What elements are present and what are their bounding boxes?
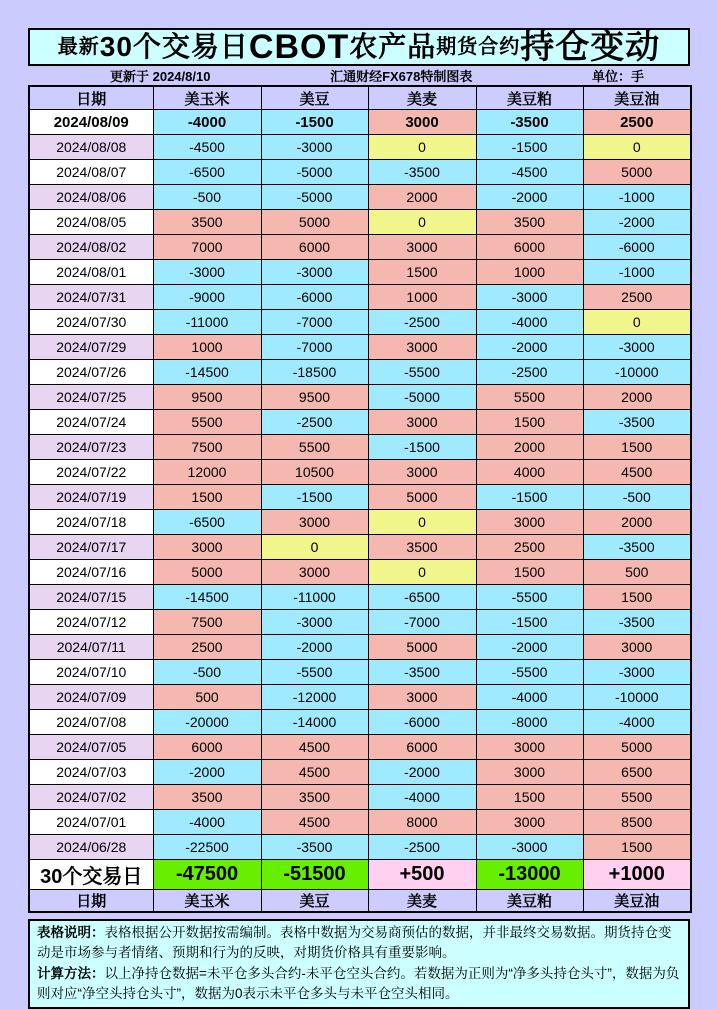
value-cell: 0 <box>368 135 476 160</box>
value-cell: 3000 <box>368 410 476 435</box>
description-label: 表格说明： <box>37 925 105 940</box>
column-header: 美玉米 <box>153 86 261 110</box>
table-row <box>29 160 691 185</box>
table-row <box>29 435 691 460</box>
table-description <box>37 923 681 964</box>
value-cell: 12000 <box>153 460 261 485</box>
table-row <box>29 460 691 485</box>
value-cell: -11000 <box>261 585 368 610</box>
date-cell: 2024/07/11 <box>29 635 153 660</box>
value-cell: 1500 <box>583 435 691 460</box>
title-part: 最新 <box>57 36 100 58</box>
table-row <box>29 285 691 310</box>
calc-method <box>37 964 681 1005</box>
value-cell: -3500 <box>583 535 691 560</box>
value-cell: -3000 <box>261 610 368 635</box>
summary-label: 30个交易日 <box>29 860 153 890</box>
value-cell: 0 <box>368 510 476 535</box>
table-row <box>29 735 691 760</box>
table-row <box>29 335 691 360</box>
value-cell: 4500 <box>261 810 368 835</box>
value-cell: -2500 <box>261 410 368 435</box>
footer-column-header: 美豆 <box>261 890 368 913</box>
value-cell: 3000 <box>368 110 476 135</box>
value-cell: -4000 <box>476 685 583 710</box>
date-cell: 2024/08/07 <box>29 160 153 185</box>
value-cell: -1500 <box>261 110 368 135</box>
summary-row <box>29 860 691 890</box>
value-cell: 1500 <box>476 785 583 810</box>
date-cell: 2024/07/19 <box>29 485 153 510</box>
value-cell: 1500 <box>583 585 691 610</box>
value-cell: 5000 <box>368 635 476 660</box>
value-cell: -2000 <box>583 210 691 235</box>
value-cell: 3000 <box>261 510 368 535</box>
date-cell: 2024/07/17 <box>29 535 153 560</box>
table-row <box>29 760 691 785</box>
value-cell: -2000 <box>368 760 476 785</box>
date-cell: 2024/07/29 <box>29 335 153 360</box>
value-cell: -3500 <box>368 660 476 685</box>
value-cell: -22500 <box>153 835 261 860</box>
value-cell: 3000 <box>368 685 476 710</box>
value-cell: 1000 <box>368 285 476 310</box>
value-cell: -5000 <box>368 385 476 410</box>
value-cell: 2500 <box>583 110 691 135</box>
value-cell: 1000 <box>153 335 261 360</box>
summary-value: +1000 <box>583 860 691 890</box>
column-header: 美豆 <box>261 86 368 110</box>
value-cell: 6500 <box>583 760 691 785</box>
value-cell: 3000 <box>368 335 476 360</box>
date-cell: 2024/07/30 <box>29 310 153 335</box>
value-cell: 500 <box>153 685 261 710</box>
value-cell: 3500 <box>153 210 261 235</box>
date-cell: 2024/07/23 <box>29 435 153 460</box>
value-cell: -5500 <box>476 585 583 610</box>
table-row <box>29 610 691 635</box>
table-row <box>29 410 691 435</box>
date-cell: 2024/07/09 <box>29 685 153 710</box>
date-cell: 2024/07/03 <box>29 760 153 785</box>
value-cell: 6000 <box>153 735 261 760</box>
value-cell: 1000 <box>476 260 583 285</box>
date-cell: 2024/07/16 <box>29 560 153 585</box>
value-cell: 5500 <box>153 410 261 435</box>
value-cell: 5000 <box>583 160 691 185</box>
date-cell: 2024/07/02 <box>29 785 153 810</box>
value-cell: -8000 <box>476 710 583 735</box>
value-cell: -1500 <box>476 610 583 635</box>
table-row <box>29 560 691 585</box>
date-cell: 2024/08/08 <box>29 135 153 160</box>
value-cell: -4500 <box>476 160 583 185</box>
value-cell: -10000 <box>583 685 691 710</box>
date-cell: 2024/07/08 <box>29 710 153 735</box>
value-cell: -2000 <box>153 760 261 785</box>
value-cell: 3000 <box>476 760 583 785</box>
value-cell: 3000 <box>261 560 368 585</box>
value-cell: 0 <box>261 535 368 560</box>
footer-column-header: 日期 <box>29 890 153 913</box>
date-cell: 2024/08/05 <box>29 210 153 235</box>
value-cell: -3000 <box>583 660 691 685</box>
value-cell: 4500 <box>261 735 368 760</box>
value-cell: 3500 <box>153 785 261 810</box>
value-cell: -500 <box>153 185 261 210</box>
value-cell: 1500 <box>583 835 691 860</box>
value-cell: 3500 <box>368 535 476 560</box>
table-row <box>29 635 691 660</box>
value-cell: -4000 <box>583 710 691 735</box>
notes-box <box>28 919 690 1009</box>
value-cell: -6500 <box>368 585 476 610</box>
value-cell: 6000 <box>368 735 476 760</box>
value-cell: -3000 <box>261 135 368 160</box>
footer-column-header: 美玉米 <box>153 890 261 913</box>
summary-value: -47500 <box>153 860 261 890</box>
table-row <box>29 310 691 335</box>
value-cell: 3000 <box>153 535 261 560</box>
table-row <box>29 385 691 410</box>
page-title <box>28 28 690 66</box>
value-cell: -3000 <box>583 335 691 360</box>
value-cell: -2500 <box>476 360 583 385</box>
value-cell: 8500 <box>583 810 691 835</box>
value-cell: -7000 <box>261 310 368 335</box>
date-cell: 2024/07/12 <box>29 610 153 635</box>
value-cell: -2000 <box>261 635 368 660</box>
value-cell: -3000 <box>153 260 261 285</box>
table-row <box>29 685 691 710</box>
value-cell: -4000 <box>368 785 476 810</box>
date-cell: 2024/07/15 <box>29 585 153 610</box>
value-cell: -6500 <box>153 160 261 185</box>
value-cell: -18500 <box>261 360 368 385</box>
value-cell: -20000 <box>153 710 261 735</box>
value-cell: 1500 <box>476 410 583 435</box>
value-cell: 1500 <box>153 485 261 510</box>
column-header: 美豆粕 <box>476 86 583 110</box>
date-cell: 2024/06/28 <box>29 835 153 860</box>
unit-label: 单位：手 <box>591 69 644 84</box>
value-cell: -5500 <box>261 660 368 685</box>
value-cell: 2500 <box>583 285 691 310</box>
value-cell: 4500 <box>261 760 368 785</box>
value-cell: -500 <box>583 485 691 510</box>
date-cell: 2024/07/18 <box>29 510 153 535</box>
date-cell: 2024/07/05 <box>29 735 153 760</box>
value-cell: -3500 <box>261 835 368 860</box>
value-cell: 5000 <box>368 485 476 510</box>
title-part: 30个交易日 <box>99 31 249 62</box>
table-row <box>29 585 691 610</box>
value-cell: -2500 <box>368 835 476 860</box>
value-cell: 3000 <box>476 735 583 760</box>
value-cell: -3000 <box>476 835 583 860</box>
value-cell: -1500 <box>261 485 368 510</box>
value-cell: 10500 <box>261 460 368 485</box>
value-cell: -5500 <box>368 360 476 385</box>
value-cell: 7000 <box>153 235 261 260</box>
value-cell: -3500 <box>476 110 583 135</box>
value-cell: 3000 <box>476 810 583 835</box>
value-cell: -11000 <box>153 310 261 335</box>
value-cell: 5500 <box>261 435 368 460</box>
value-cell: -3500 <box>368 160 476 185</box>
value-cell: 2000 <box>368 185 476 210</box>
date-cell: 2024/07/25 <box>29 385 153 410</box>
table-row <box>29 785 691 810</box>
value-cell: -2000 <box>476 335 583 360</box>
date-cell: 2024/08/09 <box>29 110 153 135</box>
value-cell: -2000 <box>476 635 583 660</box>
column-header: 美麦 <box>368 86 476 110</box>
date-cell: 2024/07/31 <box>29 285 153 310</box>
table-row <box>29 835 691 860</box>
date-cell: 2024/07/01 <box>29 810 153 835</box>
value-cell: -4500 <box>153 135 261 160</box>
value-cell: 3000 <box>583 635 691 660</box>
value-cell: -14500 <box>153 360 261 385</box>
value-cell: 0 <box>583 310 691 335</box>
value-cell: -12000 <box>261 685 368 710</box>
title-part: 持仓变动 <box>520 28 661 66</box>
value-cell: 3000 <box>476 510 583 535</box>
value-cell: -6000 <box>261 285 368 310</box>
value-cell: 6000 <box>261 235 368 260</box>
value-cell: -3500 <box>583 610 691 635</box>
description-text: 表格根据公开数据按需编制。表格中数据为交易商预估的数据，并非最终交易数据。期货持仓变动是市场参与者情绪、预期和行为的反映，对期货价格具有重要影响。 <box>37 925 672 961</box>
value-cell: -4000 <box>476 310 583 335</box>
value-cell: 2000 <box>476 435 583 460</box>
method-label: 计算方法： <box>37 965 105 981</box>
value-cell: 8000 <box>368 810 476 835</box>
summary-value: -13000 <box>476 860 583 890</box>
value-cell: 0 <box>368 210 476 235</box>
value-cell: 2000 <box>583 385 691 410</box>
value-cell: -5000 <box>261 160 368 185</box>
table-row <box>29 535 691 560</box>
value-cell: 500 <box>583 560 691 585</box>
value-cell: -10000 <box>583 360 691 385</box>
footer-column-header: 美豆油 <box>583 890 691 913</box>
value-cell: 5500 <box>476 385 583 410</box>
value-cell: 5000 <box>153 560 261 585</box>
table-row <box>29 135 691 160</box>
value-cell: -1000 <box>583 260 691 285</box>
value-cell: 9500 <box>261 385 368 410</box>
value-cell: -1500 <box>476 485 583 510</box>
date-cell: 2024/08/02 <box>29 235 153 260</box>
value-cell: 0 <box>368 560 476 585</box>
value-cell: -5000 <box>261 185 368 210</box>
value-cell: 7500 <box>153 610 261 635</box>
table-row <box>29 710 691 735</box>
table-row <box>29 235 691 260</box>
value-cell: -7000 <box>261 335 368 360</box>
title-part: CBOT <box>248 28 350 66</box>
value-cell: 1500 <box>368 260 476 285</box>
table-row <box>29 660 691 685</box>
title-part: 农产品 <box>349 31 437 62</box>
value-cell: 3500 <box>476 210 583 235</box>
table-row <box>29 510 691 535</box>
value-cell: -1500 <box>368 435 476 460</box>
updated-date: 更新于 2024/8/10 <box>110 69 211 84</box>
value-cell: 7500 <box>153 435 261 460</box>
value-cell: -5500 <box>476 660 583 685</box>
date-cell: 2024/07/22 <box>29 460 153 485</box>
value-cell: -3500 <box>583 410 691 435</box>
positions-table <box>28 85 692 913</box>
table-row <box>29 810 691 835</box>
value-cell: 3000 <box>368 235 476 260</box>
footer-header-row <box>29 890 691 913</box>
summary-value: +500 <box>368 860 476 890</box>
date-cell: 2024/08/06 <box>29 185 153 210</box>
table-row <box>29 260 691 285</box>
value-cell: 5500 <box>583 785 691 810</box>
value-cell: 1500 <box>476 560 583 585</box>
value-cell: 5000 <box>583 735 691 760</box>
value-cell: -14500 <box>153 585 261 610</box>
date-cell: 2024/07/26 <box>29 360 153 385</box>
column-header: 日期 <box>29 86 153 110</box>
value-cell: -9000 <box>153 285 261 310</box>
value-cell: -4000 <box>153 110 261 135</box>
value-cell: 3000 <box>368 460 476 485</box>
value-cell: -500 <box>153 660 261 685</box>
header-row <box>29 86 691 110</box>
value-cell: 2000 <box>583 510 691 535</box>
method-text: 以上净持仓数据=未平仓多头合约-未平仓空头合约。若数据为正则为“净多头持仓头寸”，数据为负则对应“净空头持仓头寸”，数据为0表示未平仓多头与未平仓空头相同。 <box>37 965 680 1001</box>
table-row <box>29 110 691 135</box>
table-row <box>29 485 691 510</box>
title-part: 期货合约 <box>436 36 521 58</box>
summary-value: -51500 <box>261 860 368 890</box>
value-cell: 2500 <box>476 535 583 560</box>
table-row <box>29 360 691 385</box>
value-cell: -6000 <box>583 235 691 260</box>
column-header: 美豆油 <box>583 86 691 110</box>
value-cell: -7000 <box>368 610 476 635</box>
value-cell: 3500 <box>261 785 368 810</box>
value-cell: -14000 <box>261 710 368 735</box>
value-cell: -2000 <box>476 185 583 210</box>
value-cell: -6500 <box>153 510 261 535</box>
value-cell: 5000 <box>261 210 368 235</box>
value-cell: -2500 <box>368 310 476 335</box>
table-row <box>29 185 691 210</box>
date-cell: 2024/07/10 <box>29 660 153 685</box>
value-cell: -4000 <box>153 810 261 835</box>
date-cell: 2024/07/24 <box>29 410 153 435</box>
value-cell: -1000 <box>583 185 691 210</box>
date-cell: 2024/08/01 <box>29 260 153 285</box>
value-cell: 2500 <box>153 635 261 660</box>
value-cell: -1500 <box>476 135 583 160</box>
value-cell: 9500 <box>153 385 261 410</box>
source-credit: 汇通财经FX678特制图表 <box>330 69 473 84</box>
value-cell: 0 <box>583 135 691 160</box>
footer-column-header: 美豆粕 <box>476 890 583 913</box>
value-cell: -3000 <box>476 285 583 310</box>
value-cell: 4000 <box>476 460 583 485</box>
value-cell: -6000 <box>368 710 476 735</box>
table-row <box>29 210 691 235</box>
footer-column-header: 美麦 <box>368 890 476 913</box>
value-cell: 4500 <box>583 460 691 485</box>
subtitle-bar <box>28 66 690 85</box>
value-cell: -3000 <box>261 260 368 285</box>
value-cell: 6000 <box>476 235 583 260</box>
